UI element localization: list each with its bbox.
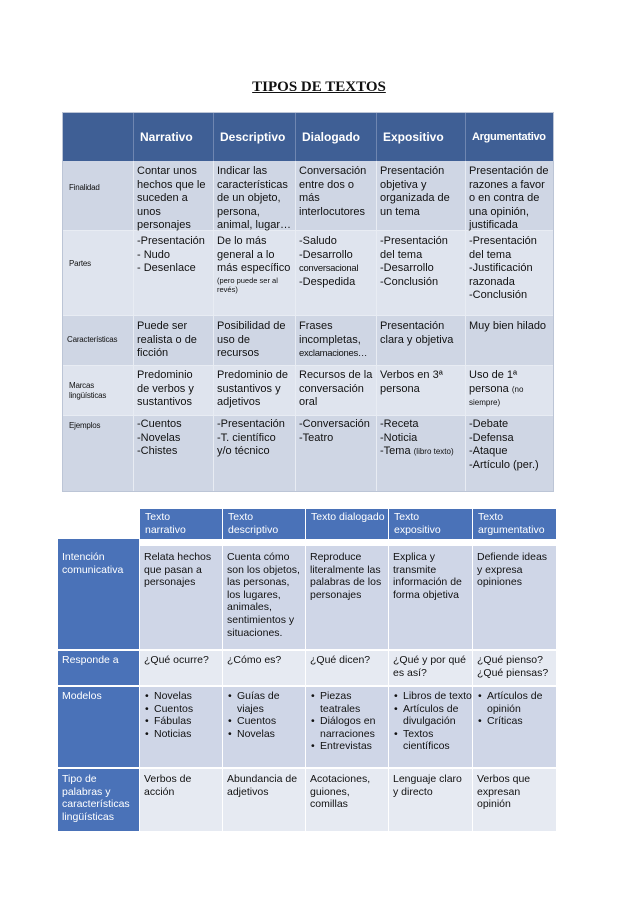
cell-intencion-expositivo: Explica y transmite información de forma objetiva xyxy=(393,551,462,601)
cell-finalidad-expositivo: Presentación objetiva y organizada de un tema xyxy=(380,165,450,218)
cell-marcas-narrativo: Predominio de verbos y sustantivos xyxy=(137,369,194,409)
cell-modelos-descriptivo: • Guías de viajes • Cuentos • Novelas xyxy=(222,690,305,740)
cell-marcas-argumentativo: Uso de 1ª persona (no siempre) xyxy=(469,369,524,408)
cell-partes-dialogado: -Saludo -Desarrollo conversacional -Despedida xyxy=(299,235,359,288)
cell-finalidad-dialogado: Conversación entre dos o más interlocutores xyxy=(299,165,367,218)
cell-modelos-dialogado: • Piezas teatrales • Diálogos en narraciones • Entrevistas xyxy=(305,690,388,753)
cell-partes-narrativo: -Presentación - Nudo - Desenlace xyxy=(137,235,205,275)
cell-intencion-narrativo: Relata hechos que pasan a personajes xyxy=(144,551,212,589)
cell-tipo-dialogado: Acotaciones, guiones, comillas xyxy=(310,773,371,811)
cell-caract-descriptivo: Posibilidad de uso de recursos xyxy=(217,320,286,360)
cell-responde-argumentativo: ¿Qué pienso? ¿Qué piensas? xyxy=(477,654,549,679)
row-label-modelos: Modelos xyxy=(62,690,102,702)
cell-caract-narrativo: Puede ser realista o de ficción xyxy=(137,320,197,360)
cell-responde-expositivo: ¿Qué y por qué es así? xyxy=(393,654,466,679)
header-argumentativo: Argumentativo xyxy=(465,113,555,161)
text-types-table-2 xyxy=(58,509,556,831)
cell-marcas-expositivo: Verbos en 3ª persona xyxy=(380,369,443,395)
header-dialogado: Dialogado xyxy=(295,113,376,161)
header-texto-expositivo: Texto expositivo xyxy=(388,509,472,539)
row-label-ejemplos: Ejemplos xyxy=(69,421,101,430)
cell-caract-argumentativo: Muy bien hilado xyxy=(469,320,547,332)
row-label-responde: Responde a xyxy=(62,654,119,666)
cell-tipo-narrativo: Verbos de acción xyxy=(144,773,192,798)
header-expositivo: Expositivo xyxy=(376,113,465,161)
row-label-caracteristicas: Características xyxy=(67,335,118,344)
cell-responde-descriptivo: ¿Cómo es? xyxy=(227,654,282,666)
text-types-table-1 xyxy=(62,112,554,492)
cell-modelos-narrativo: • Novelas • Cuentos • Fábulas • Noticias xyxy=(139,690,222,740)
row-label-intencion: Intención comunicativa xyxy=(62,551,124,576)
header-narrativo: Narrativo xyxy=(133,113,213,161)
cell-tipo-expositivo: Lenguaje claro y directo xyxy=(393,773,462,798)
cell-modelos-argumentativo: • Artículos de opinión • Críticas xyxy=(472,690,556,728)
cell-ejemplos-dialogado: -Conversación -Teatro xyxy=(299,418,370,444)
header-texto-narrativo: Texto narrativo xyxy=(139,509,222,539)
row-label-marcas: Marcas lingüísticas xyxy=(69,381,107,400)
row-label-tipo-palabras: Tipo de palabras y características lingüísticas xyxy=(62,773,130,823)
cell-responde-dialogado: ¿Qué dicen? xyxy=(310,654,371,666)
page-title: TIPOS DE TEXTOS xyxy=(252,79,386,95)
cell-ejemplos-narrativo: -Cuentos -Novelas -Chistes xyxy=(137,418,182,458)
cell-marcas-descriptivo: Predominio de sustantivos y adjetivos xyxy=(217,369,288,409)
cell-tipo-argumentativo: Verbos que expresan opinión xyxy=(477,773,531,811)
cell-caract-expositivo: Presentación clara y objetiva xyxy=(380,320,454,346)
header-texto-argumentativo: Texto argumentativo xyxy=(472,509,556,539)
cell-ejemplos-descriptivo: -Presentación -T. científico y/o técnico xyxy=(217,418,285,458)
cell-modelos-expositivo: • Libros de texto • Artículos de divulgación • Textos científicos xyxy=(388,690,472,753)
cell-responde-narrativo: ¿Qué ocurre? xyxy=(144,654,209,666)
cell-caract-dialogado: Frases incompletas, exclamaciones… xyxy=(299,320,368,360)
header-descriptivo: Descriptivo xyxy=(213,113,295,161)
cell-finalidad-argumentativo: Presentación de razones a favor o en contra de una opinión, justificada xyxy=(469,165,549,232)
cell-partes-descriptivo: De lo más general a lo más específico (pero puede ser al revés) xyxy=(217,235,291,295)
row-label-finalidad: Finalidad xyxy=(69,183,100,192)
cell-intencion-descriptivo: Cuenta cómo son los objetos, las personas, los lugares, animales, sentimientos y situaciones. xyxy=(227,551,300,639)
cell-ejemplos-argumentativo: -Debate -Defensa -Ataque -Artículo (per.) xyxy=(469,418,539,471)
cell-finalidad-narrativo: Contar unos hechos que le suceden a unos personajes xyxy=(137,165,206,232)
row-label-partes: Partes xyxy=(69,259,91,268)
cell-partes-argumentativo: -Presentación del tema -Justificación razonada -Conclusión xyxy=(469,235,537,302)
cell-partes-expositivo: -Presentación del tema -Desarrollo -Conclusión xyxy=(380,235,448,288)
cell-finalidad-descriptivo: Indicar las características de un objeto, persona, animal, lugar… xyxy=(217,165,291,232)
table-corner xyxy=(63,113,133,161)
header-texto-descriptivo: Texto descriptivo xyxy=(222,509,305,539)
cell-marcas-dialogado: Recursos de la conversación oral xyxy=(299,369,373,409)
header-texto-dialogado: Texto dialogado xyxy=(305,509,388,539)
cell-ejemplos-expositivo: -Receta -Noticia -Tema (libro texto) xyxy=(380,418,454,458)
cell-intencion-dialogado: Reproduce literalmente las palabras de los personajes xyxy=(310,551,382,601)
cell-intencion-argumentativo: Defiende ideas y expresa opiniones xyxy=(477,551,548,589)
cell-tipo-descriptivo: Abundancia de adjetivos xyxy=(227,773,298,798)
